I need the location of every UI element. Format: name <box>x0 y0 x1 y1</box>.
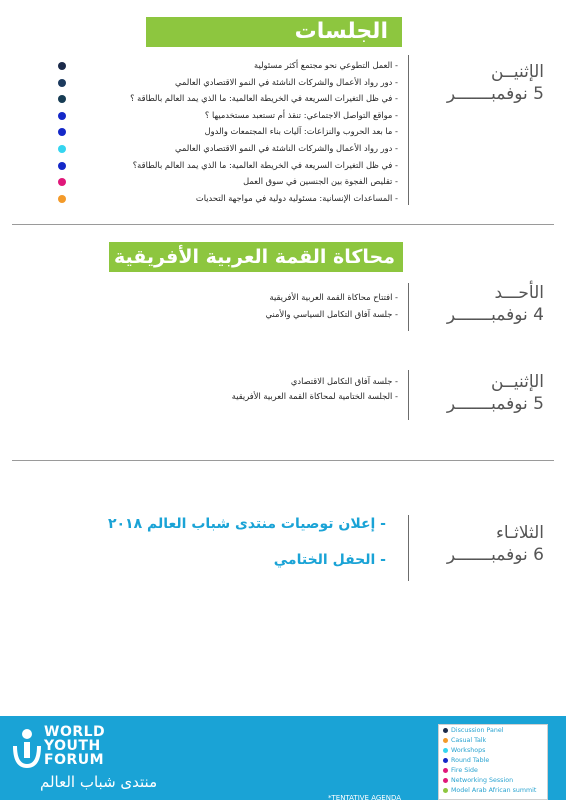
section-separator <box>12 224 554 225</box>
session-item: - في ظل التغيرات السريعة في الخريطة العالمية: ما الذي يمد العالم بالطاقة؟ <box>132 159 398 170</box>
section-separator <box>12 460 554 461</box>
divider-line <box>408 55 409 205</box>
legend-dot <box>443 788 448 793</box>
legend-item <box>443 767 478 774</box>
legend-label: Model Arab African summit <box>451 787 537 794</box>
legend-item <box>443 747 485 754</box>
legend-label: Discussion Panel <box>451 727 504 734</box>
legend-dot <box>443 738 448 743</box>
logo-line: WORLD <box>44 724 106 740</box>
session-type-dot <box>58 62 66 70</box>
forum-person-icon <box>12 726 42 770</box>
date: 5 نوفمبـــــــر <box>446 84 544 104</box>
legend-dot <box>443 778 448 783</box>
day-label-sunday <box>414 283 544 325</box>
date: 5 نوفمبـــــــر <box>446 394 544 414</box>
session-type-dot <box>58 178 66 186</box>
logo-arabic-text: منتدى شباب العالم <box>40 773 158 791</box>
logo-line: YOUTH <box>44 738 101 754</box>
session-item: - العمل التطوعي نحو مجتمع أكثر مسئولية <box>254 60 398 70</box>
world-youth-forum-logo <box>12 726 162 796</box>
legend-label: Workshops <box>451 747 486 754</box>
legend-item <box>443 777 513 784</box>
sessions-title-banner: الجلسات <box>146 17 402 47</box>
session-type-dot <box>58 195 66 203</box>
logo-line: FORUM <box>44 752 105 768</box>
legend-item <box>443 787 536 794</box>
list-item: - إعلان توصيات منتدى شباب العالم ٢٠١٨ <box>107 516 386 532</box>
session-type-dot <box>58 112 66 120</box>
list-item: - افتتاح محاكاة القمة العربية الأفريقية <box>269 292 398 302</box>
summit-title-banner: محاكاة القمة العربية الأفريقية <box>109 242 403 272</box>
legend-item <box>443 737 486 744</box>
legend-label: Fire Side <box>451 767 478 774</box>
session-item: - المساعدات الإنسانية: مسئولية دولية في مواجهة التحديات <box>195 192 398 203</box>
legend-label: Casual Talk <box>451 737 487 744</box>
legend-dot <box>443 728 448 733</box>
legend-item <box>443 727 503 734</box>
divider-line <box>408 515 409 581</box>
list-item: - الحفل الختامي <box>273 552 386 568</box>
session-item: - ما بعد الحروب والنزاعات: آليات بناء المجتمعات والدول <box>204 126 398 137</box>
day-label-monday-2 <box>414 372 544 414</box>
session-item: - في ظل التغيرات السريعة في الخريطة العالمية: ما الذي يمد العالم بالطاقة ؟ <box>130 93 398 104</box>
day-label-monday-1 <box>414 62 544 104</box>
legend-dot <box>443 758 448 763</box>
session-type-dot <box>58 128 66 136</box>
list-item: - الجلسة الختامية لمحاكاة القمة العربية الأفريقية <box>231 391 398 401</box>
session-item: - مواقع التواصل الاجتماعي: تنقذ أم تستعبد مستخدميها ؟ <box>204 109 398 120</box>
session-type-dot <box>58 79 66 87</box>
tentative-agenda-note: *TENTATIVE AGENDA <box>328 794 401 802</box>
legend-dot <box>443 748 448 753</box>
divider-line <box>408 283 409 331</box>
date: 6 نوفمبـــــــر <box>446 545 544 565</box>
list-item: - جلسة آفاق التكامل الاقتصادي <box>290 376 398 386</box>
session-item: - تقليص الفجوة بين الجنسين في سوق العمل <box>243 176 398 187</box>
legend-label: Round Table <box>451 757 490 764</box>
weekday: الإثنيــن <box>491 62 544 82</box>
list-item: - جلسة آفاق التكامل السياسي والأمني <box>265 309 398 319</box>
legend-dot <box>443 768 448 773</box>
footer-bar <box>0 716 566 800</box>
legend-label: Networking Session <box>451 777 514 784</box>
session-item: - دور رواد الأعمال والشركات الناشئة في النمو الاقتصادي العالمي <box>175 143 398 153</box>
date: 4 نوفمبـــــــر <box>446 305 544 325</box>
session-type-dot <box>58 145 66 153</box>
weekday: الثلاثـاء <box>495 523 544 543</box>
weekday: الإثنيــن <box>491 372 544 392</box>
day-label-tuesday <box>414 523 544 565</box>
session-item: - دور رواد الأعمال والشركات الناشئة في النمو الاقتصادي العالمي <box>175 76 398 87</box>
session-type-dot <box>58 162 66 170</box>
legend-box <box>438 724 548 800</box>
divider-line <box>408 370 409 420</box>
legend-item <box>443 757 489 764</box>
session-type-dot <box>58 95 66 103</box>
weekday: الأحـــد <box>494 283 544 303</box>
